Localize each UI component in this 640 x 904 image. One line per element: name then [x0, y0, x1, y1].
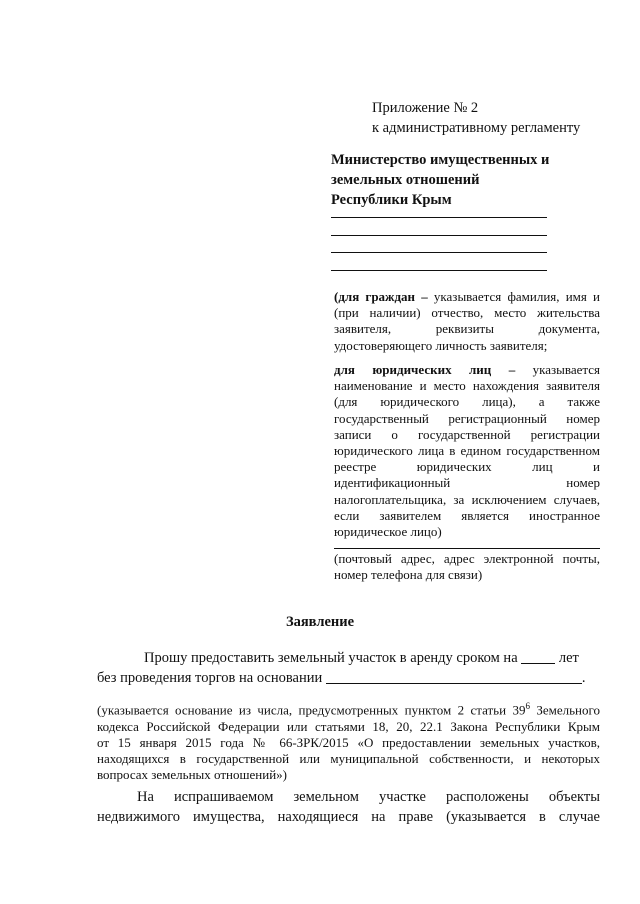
- legal-note-line: (для юридического лица), а также: [334, 394, 600, 410]
- legal-note-line-1-rest: указывается: [532, 362, 600, 377]
- contact-note: [334, 551, 600, 583]
- citizens-note-bold: (для граждан –: [334, 289, 428, 304]
- request-line-1-text: Прошу предоставить земельный участок в аренду сроком на: [144, 650, 518, 666]
- appendix-title: Приложение № 2: [372, 100, 479, 116]
- ministry-block: [331, 150, 549, 210]
- request-line-1-years: лет: [558, 650, 579, 666]
- basis-note-line-3: от 15 января 2015 года № 66-ЗРК/2015 «О предоставлении земельных участков,: [97, 734, 600, 750]
- appendix-block: [372, 98, 580, 138]
- request-paragraph: [97, 648, 600, 688]
- citizens-note-line-1-rest: указывается фамилия, имя и: [427, 289, 600, 304]
- citizens-note: [334, 289, 600, 354]
- applicant-blank-line-2: [331, 235, 547, 236]
- applicant-blank-line-1: [331, 217, 547, 218]
- applicant-blank-line-4: [331, 270, 547, 271]
- legal-note-line: юридического лица в едином государственном: [334, 443, 600, 459]
- citizens-note-line-3: заявителя, реквизиты документа,: [334, 321, 600, 337]
- contact-note-line-2: номер телефона для связи): [334, 567, 483, 583]
- citizens-note-line-2: (при наличии) отчество, место жительства: [334, 305, 600, 321]
- legal-note-bold: для юридических лиц –: [334, 362, 516, 377]
- basis-note-line-1: [97, 698, 600, 719]
- basis-note-superscript: 6: [525, 701, 530, 711]
- ministry-line-2: земельных отношений: [331, 172, 480, 188]
- legal-note-line: реестре юридических лиц и: [334, 459, 600, 475]
- legal-note-line: государственный регистрационный номер: [334, 410, 600, 426]
- citizens-note-line-4: удостоверяющего личность заявителя;: [334, 337, 548, 353]
- citizens-note-line-1: [334, 289, 600, 305]
- legal-note-line: если заявителем является иностранное: [334, 507, 600, 523]
- legal-note-line-1: [334, 362, 600, 378]
- legal-note-line: записи о государственной регистрации: [334, 426, 600, 442]
- contact-note-line-1: (почтовый адрес, адрес электронной почты,: [334, 551, 600, 566]
- basis-note-line-1-b: Земельного: [529, 702, 600, 718]
- statement-heading: Заявление: [285, 614, 355, 630]
- ministry-line-1: Министерство имущественных и: [331, 152, 550, 168]
- legal-note: [334, 362, 600, 540]
- basis-note-line-5: вопросах земельных отношений»): [97, 767, 287, 783]
- request-line-2-text: без проведения торгов на основании: [97, 670, 323, 686]
- legal-note-line: налогоплательщика, за исключением случаев,: [334, 491, 600, 507]
- appendix-subtitle: к административному регламенту: [372, 120, 581, 136]
- objects-line-1: На испрашиваемом земельном участке расположены объекты: [137, 789, 600, 805]
- request-line-2-end: .: [581, 670, 586, 686]
- legal-note-line: юридическое лицо): [334, 524, 442, 540]
- basis-note-line-2: кодекса Российской Федерации или статьями 18, 20, 22.1 Закона Республики Крым: [97, 718, 600, 734]
- objects-line-2: недвижимого имущества, находящиеся на праве (указывается в случае: [97, 809, 600, 825]
- basis-note-line-1-a: (указывается основание из числа, предусмотренных пунктом 2 статьи 39: [97, 702, 526, 718]
- basis-blank: [326, 683, 582, 684]
- objects-paragraph: [97, 787, 600, 827]
- term-blank: [521, 663, 555, 664]
- basis-note: [97, 698, 600, 783]
- legal-note-line: идентификационный номер: [334, 475, 600, 491]
- ministry-line-3: Республики Крым: [331, 192, 452, 208]
- contact-blank-line: [334, 548, 600, 549]
- basis-note-line-4: находящихся в государственной или муниципальной собственности, и некоторых: [97, 750, 600, 766]
- applicant-blank-line-3: [331, 252, 547, 253]
- legal-note-line: наименование и место нахождения заявителя: [334, 378, 600, 394]
- request-line-1: [97, 648, 600, 668]
- request-line-2: [97, 668, 600, 688]
